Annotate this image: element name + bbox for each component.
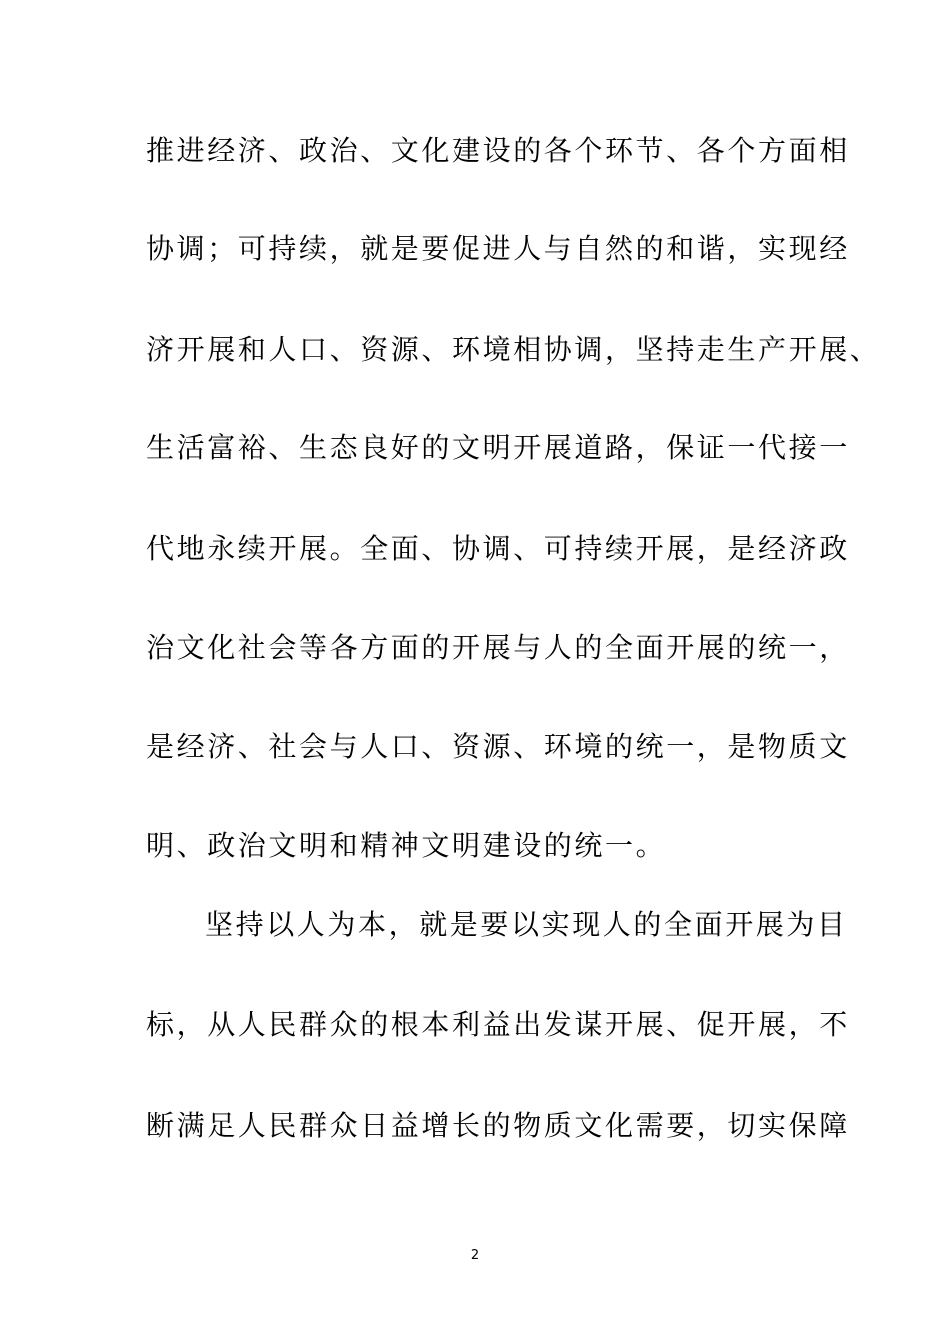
text-line: 是经济、社会与人口、资源、环境的统一，是物质文 (146, 730, 850, 763)
text-line: 明、政治文明和精神文明建设的统一。 (146, 829, 667, 862)
text-line: 治文化社会等各方面的开展与人的全面开展的统一， (146, 631, 850, 664)
page-number: 2 (470, 1248, 480, 1263)
text-line: 生活富裕、生态良好的文明开展道路，保证一代接一 (146, 431, 850, 464)
paragraph-first-line: 坚持以人为本，就是要以实现人的全面开展为目 (205, 908, 848, 941)
text-line: 断满足人民群众日益增长的物质文化需要，切实保障 (146, 1109, 850, 1142)
text-line: 推进经济、政治、文化建设的各个环节、各个方面相 (146, 134, 850, 167)
text-line: 代地永续开展。全面、协调、可持续开展，是经济政 (146, 532, 850, 565)
text-line: 济开展和人口、资源、环境相协调，坚持走生产开展、 (146, 333, 881, 366)
text-line: 协调；可持续，就是要促进人与自然的和谐，实现经 (146, 232, 850, 265)
text-line: 标，从人民群众的根本利益出发谋开展、促开展，不 (146, 1008, 850, 1041)
